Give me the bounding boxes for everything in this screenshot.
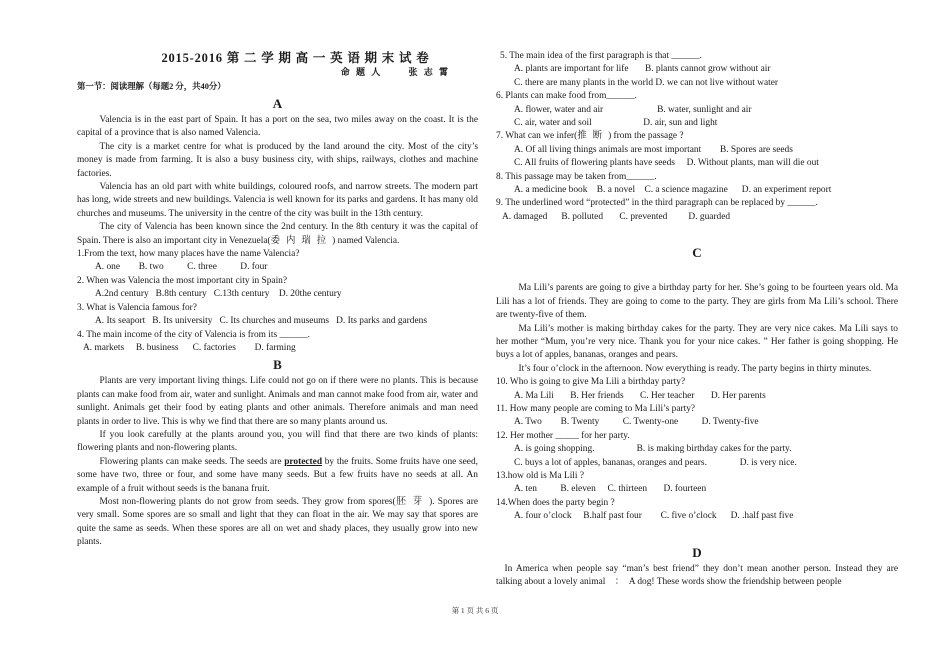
question-4-options: A. markets B. business C. factories D. farming: [83, 342, 296, 353]
passage-b-paragraph-4: [77, 496, 478, 550]
question-10: 10. Who is going to give Ma Lili a birthday party?: [496, 377, 686, 388]
exam-title: 2015-2016 第 二 学 期 高 一 英 语 期 末 试 卷: [161, 51, 430, 65]
question-1-options: A. one B. two C. three D. four: [95, 262, 268, 273]
question-5-options-1: A. plants are important for life B. plants cannot grow without air: [514, 64, 771, 75]
question-1: 1.From the text, how many places have the name Valencia?: [77, 249, 300, 260]
question-5: 5. The main idea of the first paragraph is that ______.: [500, 51, 702, 61]
question-6-options-1: A. flower, water and air B. water, sunlight and air: [514, 104, 752, 115]
question-3-options: A. Its seaport B. Its university C. Its churches and museums D. Its parks and gardens: [95, 316, 427, 327]
passage-b-p4-text-1: Most non-flowering plants do not grow from seeds. They grow from spores(: [99, 496, 396, 507]
question-2: 2. When was Valencia the most important city in Spain?: [77, 275, 288, 286]
passage-a-paragraph-3: Valencia has an old part with white buildings, coloured roofs, and narrow streets. The modern part has long, wide streets and new buildings. Valencia is well known for its parks and gardens. It has many old churches and museums. The university in the centre of the city was built in the 13th century.: [77, 182, 478, 219]
question-14-options: A. four o’clock B.half past four C. five o’clock D. .half past five: [514, 511, 794, 522]
passage-a-paragraph-1: Valencia is in the east part of Spain. It has a port on the sea, two miles away on the coast. It is the capital of a province that is also named Valencia.: [77, 115, 478, 139]
author-line: 命 题 人 张 志 霄: [340, 67, 450, 77]
spacer: [496, 224, 898, 243]
question-12-options-2: C. buys a lot of apples, bananas, oranges and pears. D. is very nice.: [514, 457, 797, 468]
spacer: [496, 263, 898, 282]
question-6: 6. Plants can make food from______.: [496, 91, 637, 102]
question-6-options-2: C. air, water and soil D. air, sun and light: [514, 118, 718, 129]
spacer: [496, 524, 898, 543]
question-11: 11. How many people are coming to Ma Lili’s party?: [496, 403, 696, 414]
passage-b-heading: B: [273, 357, 282, 373]
question-3: 3. What is Valencia famous for?: [77, 302, 197, 313]
passage-a-p4-chinese: 委内瑞拉: [270, 235, 333, 246]
passage-c-heading: C: [692, 245, 702, 261]
question-8: 8. This passage may be taken from______.: [496, 171, 657, 182]
question-4: 4. The main income of the city of Valencia is from its ______.: [77, 329, 310, 340]
question-8-options: A. a medicine book B. a novel C. a science magazine D. an experiment report: [514, 185, 832, 196]
passage-b-p3-text-2: by the fruits. Some fruits have one seed, some have two, three or four, and some have many seeds. But a few fruits have no seeds at all. An example of a fruit without seeds is the banana fruit.: [77, 456, 478, 494]
question-7-text-1: 7. What can we infer(: [496, 131, 578, 142]
passage-a-heading: A: [272, 96, 283, 111]
passage-c-paragraph-2: Ma Lili’s mother is making birthday cakes for the party. They are very nice cakes. Ma Lili says to her mother “Mum, you’re very nice. Thank you for your nice cakes. ” Her father is going shopping. He buys a lot of apples, bananas, oranges and pears.: [496, 323, 898, 361]
question-7-chinese: 推断: [577, 131, 609, 142]
page-footer: 第 1 页 共 6 页: [451, 606, 499, 615]
passage-b-p4-chinese: 胚芽: [395, 496, 430, 507]
passage-b-paragraph-2: If you look carefully at the plants around you, you will find that there are two kinds of plants: flowering plants and non-flowering plants.: [77, 429, 478, 454]
passage-d-paragraph-1: In America when people say “man’s best friend” they don’t mean another person. Instead they are talking about a lovely animal ： A dog! These words show the friendship between people: [496, 563, 898, 587]
question-7: [496, 130, 898, 143]
question-2-options: A.2nd century B.8th century C.13th century D. 20the century: [95, 289, 342, 300]
passage-b-paragraph-1: Plants are very important living things. Life could not go on if there were no plants. This is because plants can make food from air, water and sunlight. Animals and man cannot make food from air, water and sunlight. Animals get their food by eating plants and other animals. Therefore animals and man need plants in order to live. This is why we find that there are so many plants around us.: [77, 376, 478, 427]
underlined-word-protected: protected: [284, 456, 323, 467]
passage-a-p4-text-2: ) named Valencia.: [332, 235, 400, 246]
passage-a-paragraph-2: The city is a market centre for what is produced by the land around the city. Most of the city’s money is made from farming. It is also a busy business city, with ships, railways, clothes and machine factories.: [77, 141, 478, 179]
question-11-options: A. Two B. Twenty C. Twenty-one D. Twenty-five: [514, 417, 759, 428]
passage-b-p3-text-1: Flowering plants can make seeds. The seeds are: [99, 456, 285, 467]
left-column: [77, 50, 478, 550]
passage-a-p4-text-1: The city of Valencia has been known since the 2nd century. In the 8th century it was the capital of Spain. There is also an important city in Venezuela(: [77, 222, 478, 246]
passage-d-heading: D: [692, 544, 702, 560]
question-7-options-1: A. Of all living things animals are most important B. Spores are seeds: [514, 144, 793, 155]
question-13-options: A. ten B. eleven C. thirteen D. fourteen: [514, 484, 707, 495]
passage-b-p4-text-2: ). Spores are very small. Some spores are so small and light that they can float in the air. We may say that spores are quite the same as seeds. When these spores are all on wet and shady places, they usually grow into new plants.: [77, 496, 478, 548]
question-5-options-2: C. there are many plants in the world D. we can not live without water: [514, 77, 778, 88]
question-13: 13.how old is Ma Lili ?: [496, 470, 585, 481]
question-14: 14.When does the party begin ?: [496, 497, 615, 508]
question-7-options-2: C. All fruits of flowering plants have seeds D. Without plants, man will die out: [514, 158, 819, 169]
question-7-text-2: ) from the passage ?: [608, 131, 684, 142]
passage-b-paragraph-3: [77, 456, 478, 496]
passage-c-paragraph-3: It’s four o’clock in the afternoon. Now everything is ready. The party begins in thirty minutes.: [518, 363, 872, 374]
passage-a-paragraph-4: [77, 221, 478, 248]
question-12: 12. Her mother _____ for her party.: [496, 430, 630, 441]
question-10-options: A. Ma Lili B. Her friends C. Her teacher D. Her parents: [514, 390, 766, 401]
right-column: [496, 50, 898, 589]
passage-c-paragraph-1: Ma Lili’s parents are going to give a birthday party for her. She’s going to be fourteen years old. Ma Lili has a lot of friends. They are going to come to the party. They are girls from Ma Lili’s school. There are twenty-five of them.: [496, 283, 898, 321]
section-note: 第一节：阅读理解（每题2 分，共40分）: [77, 82, 226, 91]
question-9: 9. The underlined word “protected” in the third paragraph can be replaced by ______.: [496, 198, 818, 209]
question-9-options: A. damaged B. polluted C. prevented D. guarded: [502, 211, 731, 222]
question-12-options-1: A. is going shopping. B. is making birthday cakes for the party.: [514, 444, 792, 455]
